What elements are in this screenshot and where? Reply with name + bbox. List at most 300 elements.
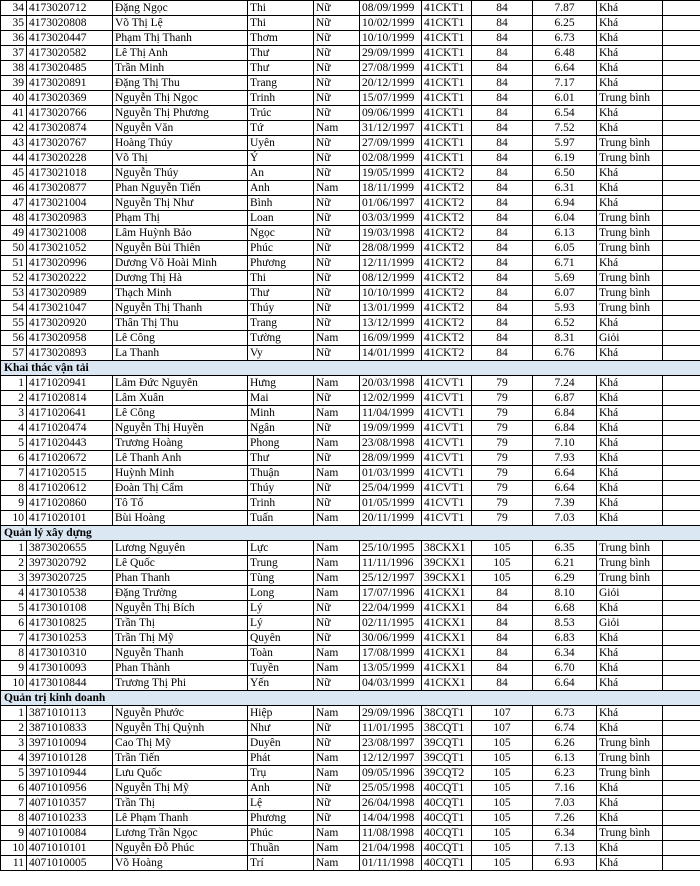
section-title: Quản lý xây dựng	[1, 526, 700, 541]
classification-cell: Khá	[597, 796, 663, 811]
table-row	[1, 586, 700, 601]
credits-cell: 79	[472, 496, 533, 511]
credits-cell: 79	[472, 376, 533, 391]
table-row	[1, 31, 700, 46]
table-row	[1, 721, 700, 736]
gender-cell: Nữ	[314, 106, 360, 121]
empty-cell-cell	[663, 751, 700, 766]
given-name-cell: Trúc	[248, 106, 314, 121]
credits-cell: 84	[472, 121, 533, 136]
row-number-cell: 35	[1, 16, 27, 31]
empty-cell-cell	[663, 481, 700, 496]
classification-cell: Trung bình	[597, 151, 663, 166]
credits-cell: 84	[472, 286, 533, 301]
class-code-cell: 39CQT1	[422, 751, 472, 766]
table-row	[1, 451, 700, 466]
row-number-cell: 5	[1, 766, 27, 781]
class-code-cell: 41CKT1	[422, 16, 472, 31]
student-id-cell: 4173020767	[27, 136, 113, 151]
family-and-middle-name-cell: Dương Võ Hoài Minh	[113, 256, 248, 271]
gender-cell: Nữ	[314, 61, 360, 76]
gpa-cell: 6.50	[533, 166, 597, 181]
row-number-cell: 7	[1, 466, 27, 481]
class-code-cell: 41CKT2	[422, 226, 472, 241]
gender-cell: Nam	[314, 571, 360, 586]
class-code-cell: 40CQT1	[422, 796, 472, 811]
date-of-birth-cell: 20/12/1999	[360, 76, 422, 91]
family-and-middle-name-cell: Võ Hoàng	[113, 856, 248, 871]
gpa-cell: 6.64	[533, 676, 597, 691]
row-number-cell: 3	[1, 406, 27, 421]
section-header-row	[1, 526, 700, 541]
empty-cell-cell	[663, 406, 700, 421]
family-and-middle-name-cell: Nguyễn Thị Ngọc	[113, 91, 248, 106]
family-and-middle-name-cell: Lê Thanh Anh	[113, 451, 248, 466]
credits-cell: 84	[472, 211, 533, 226]
credits-cell: 84	[472, 151, 533, 166]
gender-cell: Nam	[314, 556, 360, 571]
classification-cell: Giỏi	[597, 586, 663, 601]
gender-cell: Nữ	[314, 46, 360, 61]
gpa-cell: 7.10	[533, 436, 597, 451]
family-and-middle-name-cell: Trần Tiến	[113, 751, 248, 766]
given-name-cell: Phương	[248, 811, 314, 826]
student-id-cell: 4173020989	[27, 286, 113, 301]
given-name-cell: Phương	[248, 256, 314, 271]
row-number-cell: 10	[1, 511, 27, 526]
gender-cell: Nữ	[314, 196, 360, 211]
row-number-cell: 40	[1, 91, 27, 106]
gender-cell: Nữ	[314, 721, 360, 736]
gpa-cell: 8.53	[533, 616, 597, 631]
gender-cell: Nữ	[314, 421, 360, 436]
given-name-cell: Bình	[248, 196, 314, 211]
given-name-cell: Tuyền	[248, 661, 314, 676]
table-row	[1, 46, 700, 61]
family-and-middle-name-cell: Trần Thị	[113, 796, 248, 811]
gpa-cell: 6.84	[533, 421, 597, 436]
row-number-cell: 57	[1, 346, 27, 361]
student-id-cell: 4173010093	[27, 661, 113, 676]
gpa-cell: 7.24	[533, 376, 597, 391]
student-id-cell: 3971010128	[27, 751, 113, 766]
gender-cell: Nữ	[314, 631, 360, 646]
table-row	[1, 556, 700, 571]
date-of-birth-cell: 13/12/1999	[360, 316, 422, 331]
empty-cell-cell	[663, 196, 700, 211]
table-row	[1, 211, 700, 226]
gender-cell: Nam	[314, 841, 360, 856]
student-id-cell: 3971010944	[27, 766, 113, 781]
gpa-cell: 6.84	[533, 406, 597, 421]
date-of-birth-cell: 13/05/1999	[360, 661, 422, 676]
student-id-cell: 3971010094	[27, 736, 113, 751]
gender-cell: Nữ	[314, 256, 360, 271]
date-of-birth-cell: 02/08/1999	[360, 151, 422, 166]
family-and-middle-name-cell: Nguyễn Thị Mỹ	[113, 781, 248, 796]
student-id-cell: 3871010833	[27, 721, 113, 736]
family-and-middle-name-cell: Lê Công	[113, 406, 248, 421]
given-name-cell: Phong	[248, 436, 314, 451]
classification-cell: Khá	[597, 121, 663, 136]
classification-cell: Khá	[597, 706, 663, 721]
gpa-cell: 6.94	[533, 196, 597, 211]
credits-cell: 84	[472, 46, 533, 61]
gender-cell: Nam	[314, 706, 360, 721]
gender-cell: Nam	[314, 751, 360, 766]
gender-cell: Nữ	[314, 616, 360, 631]
table-row	[1, 631, 700, 646]
row-number-cell: 3	[1, 736, 27, 751]
given-name-cell: Ngọc	[248, 226, 314, 241]
table-row	[1, 751, 700, 766]
credits-cell: 105	[472, 751, 533, 766]
credits-cell: 105	[472, 571, 533, 586]
gender-cell: Nữ	[314, 481, 360, 496]
classification-cell: Khá	[597, 631, 663, 646]
gpa-cell: 6.54	[533, 106, 597, 121]
date-of-birth-cell: 23/08/1998	[360, 436, 422, 451]
empty-cell-cell	[663, 31, 700, 46]
given-name-cell: Hưng	[248, 376, 314, 391]
credits-cell: 84	[472, 76, 533, 91]
student-id-cell: 4171020941	[27, 376, 113, 391]
gender-cell: Nam	[314, 856, 360, 871]
gender-cell: Nữ	[314, 241, 360, 256]
date-of-birth-cell: 20/11/1999	[360, 511, 422, 526]
empty-cell-cell	[663, 256, 700, 271]
gpa-cell: 6.04	[533, 211, 597, 226]
student-id-cell: 4173020712	[27, 1, 113, 16]
empty-cell-cell	[663, 676, 700, 691]
gpa-cell: 6.29	[533, 571, 597, 586]
gender-cell: Nam	[314, 826, 360, 841]
given-name-cell: Tùng	[248, 571, 314, 586]
date-of-birth-cell: 01/05/1999	[360, 496, 422, 511]
gpa-cell: 6.64	[533, 481, 597, 496]
table-row	[1, 196, 700, 211]
empty-cell-cell	[663, 121, 700, 136]
student-id-cell: 4173010310	[27, 646, 113, 661]
credits-cell: 105	[472, 736, 533, 751]
class-code-cell: 41CKT2	[422, 271, 472, 286]
credits-cell: 84	[472, 301, 533, 316]
class-code-cell: 41CKX1	[422, 586, 472, 601]
student-id-cell: 4173020485	[27, 61, 113, 76]
given-name-cell: Thư	[248, 451, 314, 466]
empty-cell-cell	[663, 151, 700, 166]
class-code-cell: 41CVT1	[422, 391, 472, 406]
empty-cell-cell	[663, 166, 700, 181]
empty-cell-cell	[663, 496, 700, 511]
empty-cell-cell	[663, 436, 700, 451]
family-and-middle-name-cell: Lê Công	[113, 331, 248, 346]
family-and-middle-name-cell: Phan Nguyễn Tiến	[113, 181, 248, 196]
gpa-cell: 6.13	[533, 226, 597, 241]
row-number-cell: 56	[1, 331, 27, 346]
credits-cell: 84	[472, 226, 533, 241]
row-number-cell: 4	[1, 421, 27, 436]
family-and-middle-name-cell: Nguyễn Đỗ Phúc	[113, 841, 248, 856]
given-name-cell: Lý	[248, 616, 314, 631]
row-number-cell: 1	[1, 376, 27, 391]
student-id-cell: 4173020893	[27, 346, 113, 361]
given-name-cell: Vy	[248, 346, 314, 361]
gender-cell: Nữ	[314, 391, 360, 406]
class-code-cell: 41CKT2	[422, 181, 472, 196]
classification-cell: Trung bình	[597, 571, 663, 586]
gender-cell: Nữ	[314, 811, 360, 826]
family-and-middle-name-cell: Thạch Minh	[113, 286, 248, 301]
family-and-middle-name-cell: Nguyễn Thị Thanh	[113, 301, 248, 316]
row-number-cell: 6	[1, 451, 27, 466]
student-id-cell: 4171020641	[27, 406, 113, 421]
credits-cell: 84	[472, 631, 533, 646]
credits-cell: 79	[472, 436, 533, 451]
empty-cell-cell	[663, 736, 700, 751]
row-number-cell: 37	[1, 46, 27, 61]
row-number-cell: 6	[1, 616, 27, 631]
family-and-middle-name-cell: Bùi Hoàng	[113, 511, 248, 526]
credits-cell: 84	[472, 331, 533, 346]
class-code-cell: 41CKT2	[422, 241, 472, 256]
empty-cell-cell	[663, 616, 700, 631]
row-number-cell: 53	[1, 286, 27, 301]
gpa-cell: 7.87	[533, 1, 597, 16]
student-id-cell: 4171020101	[27, 511, 113, 526]
date-of-birth-cell: 31/12/1997	[360, 121, 422, 136]
gpa-cell: 6.73	[533, 31, 597, 46]
empty-cell-cell	[663, 106, 700, 121]
class-code-cell: 41CKX1	[422, 676, 472, 691]
class-code-cell: 41CVT1	[422, 421, 472, 436]
given-name-cell: Thi	[248, 1, 314, 16]
table-row	[1, 226, 700, 241]
gpa-cell: 6.34	[533, 826, 597, 841]
family-and-middle-name-cell: Phạm Thị	[113, 211, 248, 226]
classification-cell: Trung bình	[597, 136, 663, 151]
gpa-cell: 7.26	[533, 811, 597, 826]
row-number-cell: 2	[1, 391, 27, 406]
student-id-cell: 4173020891	[27, 76, 113, 91]
date-of-birth-cell: 11/04/1999	[360, 406, 422, 421]
row-number-cell: 8	[1, 481, 27, 496]
date-of-birth-cell: 17/07/1996	[360, 586, 422, 601]
date-of-birth-cell: 27/09/1999	[360, 136, 422, 151]
given-name-cell: Thư	[248, 61, 314, 76]
gpa-cell: 6.07	[533, 286, 597, 301]
date-of-birth-cell: 08/09/1999	[360, 1, 422, 16]
credits-cell: 84	[472, 91, 533, 106]
student-id-cell: 4171020672	[27, 451, 113, 466]
class-code-cell: 41CVT1	[422, 466, 472, 481]
gpa-cell: 6.71	[533, 256, 597, 271]
date-of-birth-cell: 11/11/1996	[360, 556, 422, 571]
empty-cell-cell	[663, 301, 700, 316]
credits-cell: 79	[472, 451, 533, 466]
given-name-cell: Anh	[248, 781, 314, 796]
gender-cell: Nam	[314, 466, 360, 481]
credits-cell: 105	[472, 556, 533, 571]
row-number-cell: 45	[1, 166, 27, 181]
given-name-cell: Loan	[248, 211, 314, 226]
family-and-middle-name-cell: La Thanh	[113, 346, 248, 361]
class-code-cell: 41CKT2	[422, 211, 472, 226]
credits-cell: 84	[472, 601, 533, 616]
student-id-cell: 4173020983	[27, 211, 113, 226]
family-and-middle-name-cell: Nguyễn Thúy	[113, 166, 248, 181]
table-row	[1, 271, 700, 286]
class-code-cell: 40CQT1	[422, 781, 472, 796]
credits-cell: 84	[472, 661, 533, 676]
credits-cell: 84	[472, 616, 533, 631]
date-of-birth-cell: 26/04/1998	[360, 796, 422, 811]
gender-cell: Nữ	[314, 781, 360, 796]
row-number-cell: 43	[1, 136, 27, 151]
row-number-cell: 3	[1, 571, 27, 586]
classification-cell: Khá	[597, 451, 663, 466]
table-row	[1, 301, 700, 316]
family-and-middle-name-cell: Phan Thành	[113, 661, 248, 676]
class-code-cell: 41CKT1	[422, 1, 472, 16]
class-code-cell: 41CVT1	[422, 436, 472, 451]
classification-cell: Khá	[597, 661, 663, 676]
gender-cell: Nữ	[314, 211, 360, 226]
student-id-cell: 3873020655	[27, 541, 113, 556]
class-code-cell: 41CKT1	[422, 61, 472, 76]
classification-cell: Khá	[597, 256, 663, 271]
classification-cell: Khá	[597, 646, 663, 661]
student-id-cell: 4173020222	[27, 271, 113, 286]
empty-cell-cell	[663, 856, 700, 871]
class-code-cell: 41CKT2	[422, 196, 472, 211]
row-number-cell: 52	[1, 271, 27, 286]
student-id-cell: 4173021008	[27, 226, 113, 241]
family-and-middle-name-cell: Lâm Huỳnh Bảo	[113, 226, 248, 241]
classification-cell: Khá	[597, 676, 663, 691]
student-id-cell: 4173020996	[27, 256, 113, 271]
date-of-birth-cell: 29/09/1996	[360, 706, 422, 721]
credits-cell: 105	[472, 811, 533, 826]
given-name-cell: Lực	[248, 541, 314, 556]
class-code-cell: 41CVT1	[422, 451, 472, 466]
gpa-cell: 6.21	[533, 556, 597, 571]
row-number-cell: 38	[1, 61, 27, 76]
date-of-birth-cell: 04/03/1999	[360, 676, 422, 691]
date-of-birth-cell: 19/09/1999	[360, 421, 422, 436]
classification-cell: Trung bình	[597, 556, 663, 571]
family-and-middle-name-cell: Đặng Trường	[113, 586, 248, 601]
gender-cell: Nam	[314, 766, 360, 781]
family-and-middle-name-cell: Phan Thanh	[113, 571, 248, 586]
gpa-cell: 7.16	[533, 781, 597, 796]
credits-cell: 84	[472, 136, 533, 151]
class-code-cell: 38CQT1	[422, 706, 472, 721]
student-id-cell: 4173021052	[27, 241, 113, 256]
table-row	[1, 646, 700, 661]
credits-cell: 84	[472, 166, 533, 181]
family-and-middle-name-cell: Hoàng Thúy	[113, 136, 248, 151]
credits-cell: 79	[472, 481, 533, 496]
empty-cell-cell	[663, 16, 700, 31]
row-number-cell: 48	[1, 211, 27, 226]
class-code-cell: 41CKT2	[422, 331, 472, 346]
classification-cell: Giỏi	[597, 616, 663, 631]
row-number-cell: 39	[1, 76, 27, 91]
empty-cell-cell	[663, 286, 700, 301]
class-code-cell: 41CVT1	[422, 511, 472, 526]
class-code-cell: 41CKX1	[422, 646, 472, 661]
classification-cell: Khá	[597, 721, 663, 736]
credits-cell: 79	[472, 466, 533, 481]
student-id-cell: 4071010956	[27, 781, 113, 796]
student-id-cell: 4171020515	[27, 466, 113, 481]
given-name-cell: Trinh	[248, 91, 314, 106]
class-code-cell: 39CKX1	[422, 556, 472, 571]
gpa-cell: 6.48	[533, 46, 597, 61]
student-id-cell: 3973020725	[27, 571, 113, 586]
date-of-birth-cell: 18/11/1999	[360, 181, 422, 196]
gpa-cell: 6.05	[533, 241, 597, 256]
empty-cell-cell	[663, 841, 700, 856]
given-name-cell: Minh	[248, 406, 314, 421]
table-row	[1, 811, 700, 826]
given-name-cell: Duyên	[248, 736, 314, 751]
given-name-cell: Thư	[248, 286, 314, 301]
gender-cell: Nam	[314, 646, 360, 661]
gpa-cell: 6.23	[533, 766, 597, 781]
date-of-birth-cell: 08/12/1999	[360, 271, 422, 286]
table-row	[1, 16, 700, 31]
given-name-cell: Anh	[248, 181, 314, 196]
empty-cell-cell	[663, 91, 700, 106]
row-number-cell: 51	[1, 256, 27, 271]
class-code-cell: 41CKT1	[422, 31, 472, 46]
gpa-cell: 6.68	[533, 601, 597, 616]
gpa-cell: 7.17	[533, 76, 597, 91]
classification-cell: Trung bình	[597, 736, 663, 751]
student-id-cell: 4173010825	[27, 616, 113, 631]
date-of-birth-cell: 09/06/1999	[360, 106, 422, 121]
classification-cell: Khá	[597, 496, 663, 511]
table-row	[1, 331, 700, 346]
date-of-birth-cell: 19/05/1999	[360, 166, 422, 181]
classification-cell: Khá	[597, 841, 663, 856]
empty-cell-cell	[663, 226, 700, 241]
student-id-cell: 4173020369	[27, 91, 113, 106]
student-id-cell: 4173020582	[27, 46, 113, 61]
classification-cell: Trung bình	[597, 541, 663, 556]
gender-cell: Nữ	[314, 76, 360, 91]
class-code-cell: 41CKT1	[422, 151, 472, 166]
gpa-cell: 6.76	[533, 346, 597, 361]
table-row	[1, 181, 700, 196]
credits-cell: 84	[472, 646, 533, 661]
table-row	[1, 676, 700, 691]
gender-cell: Nữ	[314, 271, 360, 286]
family-and-middle-name-cell: Nguyễn Thị Phương	[113, 106, 248, 121]
gpa-cell: 6.74	[533, 721, 597, 736]
student-id-cell: 4173021047	[27, 301, 113, 316]
table-row	[1, 766, 700, 781]
empty-cell-cell	[663, 451, 700, 466]
date-of-birth-cell: 20/03/1998	[360, 376, 422, 391]
credits-cell: 84	[472, 586, 533, 601]
empty-cell-cell	[663, 706, 700, 721]
class-code-cell: 39CQT1	[422, 736, 472, 751]
row-number-cell: 10	[1, 676, 27, 691]
gpa-cell: 8.31	[533, 331, 597, 346]
